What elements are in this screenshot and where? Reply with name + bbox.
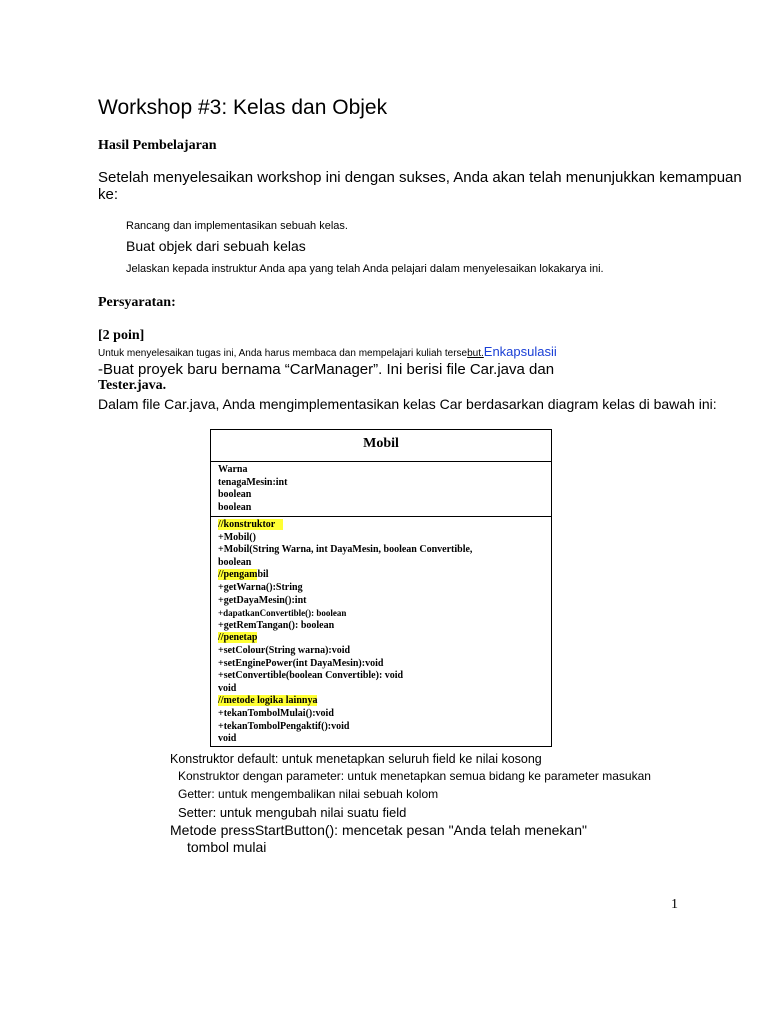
uml-class-diagram xyxy=(210,429,552,747)
outcome-text: Jelaskan kepada instruktur Anda apa yang telah Anda pelajari dalam menyelesaikan lokakarya ini. xyxy=(126,263,604,275)
uml-comment-rest: bil xyxy=(257,569,269,581)
note-text: Konstruktor default: untuk menetapkan seluruh field ke nilai kosong xyxy=(170,752,542,766)
uml-method: void xyxy=(218,682,237,694)
outcome-item-2 xyxy=(122,238,306,254)
uml-comment xyxy=(218,632,551,645)
note-continuation: tombol mulai xyxy=(187,839,267,855)
note-item-2 xyxy=(166,769,651,783)
uml-method: void xyxy=(218,733,237,745)
task-intro-text: Untuk menyelesaikan tugas ini, Anda harus membaca dan mempelajari kuliah terse xyxy=(98,348,468,359)
uml-method: +tekanTombolPengaktif():void xyxy=(218,720,350,732)
uml-method: +Mobil() xyxy=(218,531,256,543)
uml-method: +getWarna():String xyxy=(218,581,303,593)
uml-comment xyxy=(218,519,551,532)
points-label: [2 poin] xyxy=(98,328,145,343)
uml-comment xyxy=(218,695,551,708)
uml-attribute: boolean xyxy=(218,489,252,501)
uml-method: +setColour(String warna):void xyxy=(218,644,351,656)
highlight: //metode logika lainnya xyxy=(218,695,318,707)
uml-method: +getDayaMesin():int xyxy=(218,594,307,606)
task-line-3: Tester.java. xyxy=(98,378,167,393)
note-text: Konstruktor dengan parameter: untuk menetapkan semua bidang ke parameter masukan xyxy=(178,769,651,783)
note-text: Getter: untuk mengembalikan nilai sebuah kolom xyxy=(178,787,439,801)
outcomes-heading: Hasil Pembelajaran xyxy=(98,138,217,153)
outcome-item-1 xyxy=(122,220,348,232)
uml-methods xyxy=(211,517,551,746)
page-number: 1 xyxy=(671,897,678,912)
uml-method: boolean xyxy=(218,556,252,568)
outcome-item-3 xyxy=(122,263,604,275)
uml-method: +getRemTangan(): boolean xyxy=(218,619,335,631)
note-item-3 xyxy=(166,787,438,801)
uml-comment xyxy=(218,569,551,582)
intro-line-2: ke: xyxy=(98,186,119,203)
highlight: //penetap xyxy=(218,632,258,644)
outcome-text: Rancang dan implementasikan sebuah kelas. xyxy=(126,220,348,232)
note-text: Setter: untuk mengubah nilai suatu field xyxy=(178,805,407,820)
uml-method: +setConvertible(boolean Convertible): void xyxy=(218,670,404,682)
highlight: //pengam xyxy=(218,569,258,581)
task-line-4: Dalam file Car.java, Anda mengimplementasikan kelas Car berdasarkan diagram kelas di bawah ini: xyxy=(98,396,717,412)
note-item-1 xyxy=(166,752,542,766)
uml-method: +dapatkanConvertible(): boolean xyxy=(218,608,347,619)
highlight: //konstruktor xyxy=(218,519,276,530)
intro-line-1: Setelah menyelesaikan workshop ini dengan sukses, Anda akan telah menunjukkan kemampuan xyxy=(98,169,742,186)
uml-method: +tekanTombolMulai():void xyxy=(218,707,334,719)
uml-attribute: tenagaMesin:int xyxy=(218,476,288,488)
note-text: Metode pressStartButton(): mencetak pesan "Anda telah menekan" xyxy=(170,822,587,838)
uml-class-name: Mobil xyxy=(211,430,551,462)
task-line-2: -Buat proyek baru bernama “CarManager”. Ini berisi file Car.java dan xyxy=(98,361,555,378)
uml-attribute: Warna xyxy=(218,464,248,475)
task-but-text: but. xyxy=(467,348,484,359)
uml-attributes xyxy=(211,462,551,517)
task-intro-line xyxy=(98,344,557,359)
encapsulation-link[interactable]: Enkapsulasi xyxy=(483,344,554,359)
note-item-5 xyxy=(166,822,587,838)
requirements-heading: Persyaratan: xyxy=(98,295,176,310)
outcome-text: Buat objek dari sebuah kelas xyxy=(126,238,306,254)
note-item-4 xyxy=(166,805,406,820)
uml-method: +Mobil(String Warna, int DayaMesin, boolean Convertible, xyxy=(218,544,473,556)
uml-attribute: boolean xyxy=(218,501,252,513)
encapsulation-link-tail: i xyxy=(553,344,557,359)
uml-method: +setEnginePower(int DayaMesin):void xyxy=(218,657,384,669)
page-title: Workshop #3: Kelas dan Objek xyxy=(98,96,388,119)
